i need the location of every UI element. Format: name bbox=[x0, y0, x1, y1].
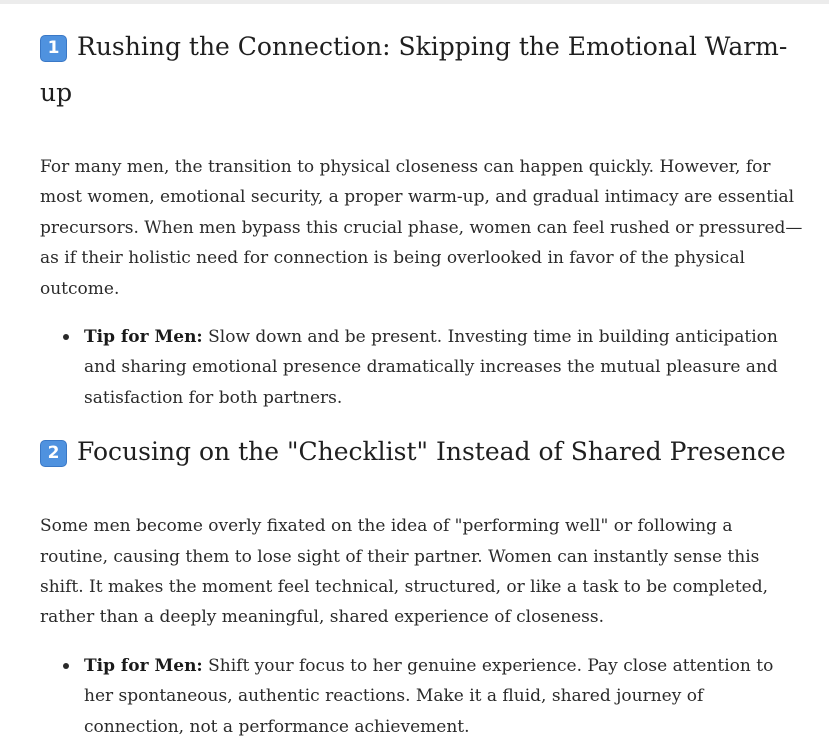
bullet-icon bbox=[63, 663, 69, 669]
article-body bbox=[40, 0, 805, 742]
tip-label: Tip for Men: bbox=[84, 327, 203, 348]
list-item bbox=[40, 651, 805, 742]
section-2-heading bbox=[40, 413, 805, 475]
section-2-paragraph: Some men become overly fixated on the idea of "performing well" or following a routine, causing them to lose sight of their partner. Women can instantly sense this shift. It makes the moment feel technical, structured, or like a task to be completed, rather than a deeply meaningful, shared experience of closeness. bbox=[40, 516, 769, 628]
bullet-icon bbox=[63, 334, 69, 340]
section-2-heading-text: Focusing on the "Checklist" Instead of Shared Presence bbox=[77, 437, 786, 467]
list-item bbox=[40, 322, 805, 413]
section-2-tips-list bbox=[40, 651, 805, 742]
section-1-paragraph: For many men, the transition to physical closeness can happen quickly. However, for most women, emotional security, a proper warm-up, and gradual intimacy are essential precursors. When men bypass this crucial phase, women can feel rushed or pressured—as if their holistic need for connection is being overlooked in favor of the physical outcome. bbox=[40, 157, 803, 299]
keycap-one-icon: 1 bbox=[40, 35, 67, 62]
section-1-heading-text: Rushing the Connection: Skipping the Emotional Warm-up bbox=[40, 32, 788, 107]
section-1-tips-list bbox=[40, 322, 805, 413]
tip-label: Tip for Men: bbox=[84, 655, 203, 676]
tip-text: Shift your focus to her genuine experience. Pay close attention to her spontaneous, authentic reactions. Make it a fluid, shared journey of connection, not a performance achievement. bbox=[84, 655, 774, 737]
tip-text: Slow down and be present. Investing time in building anticipation and sharing emotional presence dramatically increases the mutual pleasure and satisfaction for both partners. bbox=[84, 327, 778, 408]
keycap-two-icon: 2 bbox=[40, 440, 67, 467]
section-1-heading bbox=[40, 0, 805, 116]
